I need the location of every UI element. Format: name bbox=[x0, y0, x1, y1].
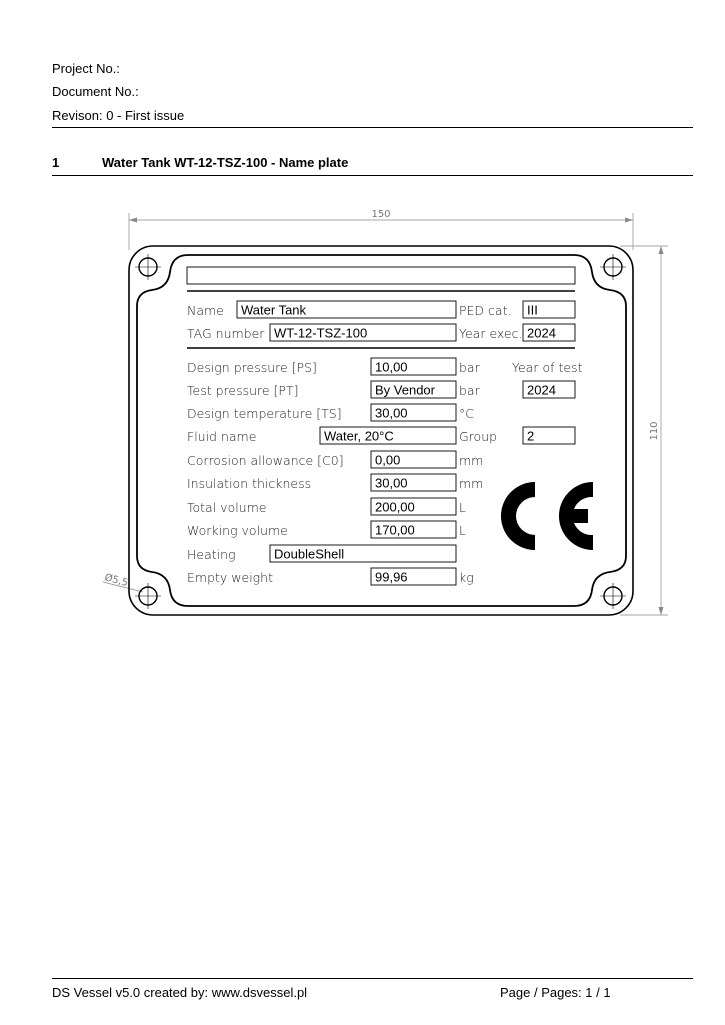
width-dimension-label: 150 bbox=[371, 209, 391, 220]
design-pressure-value: 10,00 bbox=[375, 359, 408, 375]
name-value: Water Tank bbox=[241, 302, 307, 318]
corrosion-label: Corrosion allowance [C0] bbox=[187, 453, 344, 468]
tag-value: WT-12-TSZ-100 bbox=[274, 325, 368, 341]
page-count: Page / Pages: 1 / 1 bbox=[500, 985, 611, 1000]
empty-weight-unit: kg bbox=[459, 570, 474, 585]
test-pressure-value: By Vendor bbox=[375, 382, 435, 398]
year-exec-value: 2024 bbox=[527, 325, 556, 341]
test-pressure-label: Test pressure [PT] bbox=[187, 383, 299, 398]
hole-dimension bbox=[103, 571, 143, 592]
ped-value: III bbox=[527, 302, 538, 318]
year-exec-label: Year exec. bbox=[459, 326, 523, 341]
fluid-label: Fluid name bbox=[187, 429, 257, 444]
mounting-hole-top-left bbox=[135, 254, 161, 280]
heating-label: Heating bbox=[187, 547, 236, 562]
height-dimension-label: 110 bbox=[649, 421, 660, 441]
section-title: Water Tank WT-12-TSZ-100 - Name plate bbox=[102, 155, 349, 170]
footer-credit: DS Vessel v5.0 created by: www.dsvessel.pl bbox=[52, 985, 308, 1000]
design-temp-value: 30,00 bbox=[375, 405, 408, 421]
group-value: 2 bbox=[527, 428, 535, 444]
insulation-value: 30,00 bbox=[375, 475, 408, 491]
width-dimension bbox=[129, 209, 633, 250]
group-label: Group bbox=[459, 429, 498, 444]
mounting-hole-bottom-left bbox=[135, 583, 161, 609]
design-temp-unit: °C bbox=[459, 406, 474, 421]
corrosion-unit: mm bbox=[459, 453, 484, 468]
project-no: Project No.: bbox=[52, 61, 120, 76]
total-volume-label: Total volume bbox=[187, 500, 267, 515]
mounting-hole-bottom-right bbox=[600, 583, 626, 609]
year-of-test-label: Year of test bbox=[512, 360, 583, 375]
working-volume-label: Working volume bbox=[187, 523, 288, 538]
manufacturer-field bbox=[187, 267, 575, 284]
total-volume-unit: L bbox=[459, 500, 466, 515]
design-temp-label: Design temperature [TS] bbox=[187, 406, 342, 421]
insulation-label: Insulation thickness bbox=[187, 476, 312, 491]
insulation-unit: mm bbox=[459, 476, 484, 491]
document-no: Document No.: bbox=[52, 84, 139, 99]
test-pressure-unit: bar bbox=[459, 383, 480, 398]
name-label: Name bbox=[187, 303, 224, 318]
revision: Revison: 0 - First issue bbox=[52, 108, 185, 123]
design-pressure-label: Design pressure [PS] bbox=[187, 360, 317, 375]
total-volume-value: 200,00 bbox=[375, 499, 415, 515]
empty-weight-label: Empty weight bbox=[187, 570, 273, 585]
ped-label: PED cat. bbox=[459, 303, 512, 318]
hole-dimension-label: Ø5,5 bbox=[103, 572, 130, 590]
tag-label: TAG number bbox=[187, 326, 265, 341]
fluid-value: Water, 20°C bbox=[324, 428, 394, 444]
working-volume-value: 170,00 bbox=[375, 522, 415, 538]
ce-mark-icon bbox=[501, 482, 593, 550]
design-pressure-unit: bar bbox=[459, 360, 480, 375]
height-dimension bbox=[620, 246, 668, 615]
section-number: 1 bbox=[52, 155, 60, 170]
empty-weight-value: 99,96 bbox=[375, 569, 408, 585]
working-volume-unit: L bbox=[459, 523, 466, 538]
mounting-hole-top-right bbox=[600, 254, 626, 280]
footer-rule bbox=[52, 978, 693, 979]
corrosion-value: 0,00 bbox=[375, 452, 401, 468]
year-of-test-value: 2024 bbox=[527, 382, 556, 398]
heating-value: DoubleShell bbox=[274, 546, 345, 562]
